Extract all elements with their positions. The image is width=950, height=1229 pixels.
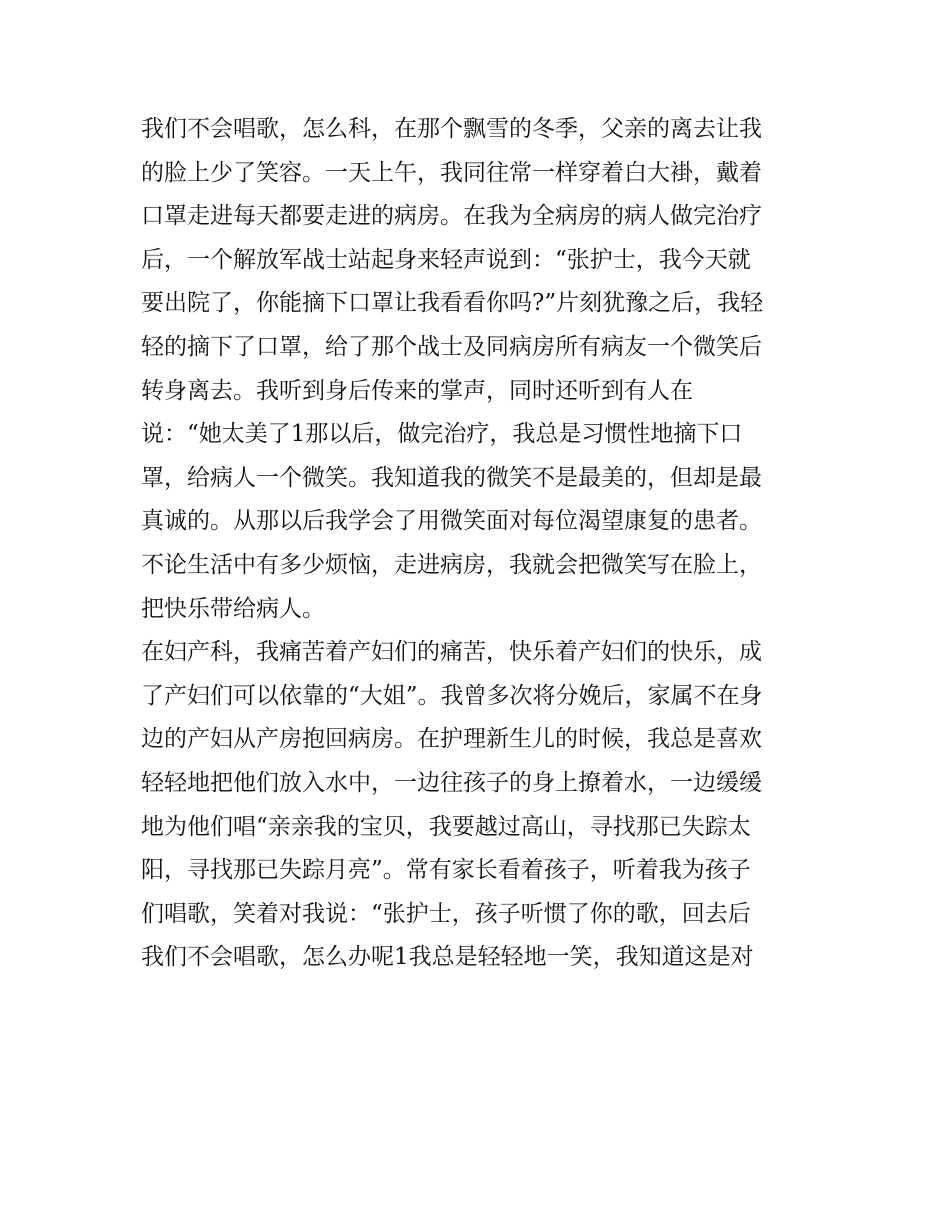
text-line: 我们不会唱歌，怎么科，在那个飘雪的冬季，父亲的离去让我 <box>141 116 762 142</box>
text-line: 们唱歌，笑着对我说：“张护士，孩子听惯了你的歌，回去后 <box>141 900 751 927</box>
text-line: 要出院了，你能摘下口罩让我看看你吗?”片刻犹豫之后，我轻 <box>141 290 764 317</box>
text-line: 口罩走进每天都要走进的病房。在我为全病房的病人做完治疗 <box>141 203 762 230</box>
text-line: 我们不会唱歌，怎么办呢1我总是轻轻地一笑，我知道这是对 <box>141 944 754 971</box>
text-line: 转身离去。我听到身后传来的掌声，同时还听到有人在 <box>141 377 693 404</box>
text-line: 后，一个解放军战士站起身来轻声说到：“张护士，我今天就 <box>141 246 751 273</box>
body-text <box>141 108 821 980</box>
text-line: 真诚的。从那以后我学会了用微笑面对每位渴望康复的患者。 <box>141 508 762 535</box>
text-line: 在妇产科，我痛苦着产妇们的痛苦，快乐着产妇们的快乐，成 <box>141 639 762 666</box>
text-line: 了产妇们可以依靠的“大姐”。我曾多次将分娩后，家属不在身 <box>141 682 763 709</box>
text-line: 的脸上少了笑容。一天上午，我同往常一样穿着白大褂，戴着 <box>141 159 762 186</box>
text-line: 地为他们唱“亲亲我的宝贝，我要越过高山，寻找那已失踪太 <box>141 813 751 840</box>
text-line: 轻轻地把他们放入水中，一边往孩子的身上撩着水，一边缓缓 <box>141 769 762 796</box>
text-line: 罩，给病人一个微笑。我知道我的微笑不是最美的，但却是最 <box>141 464 762 491</box>
text-line: 说：“她太美了1那以后，做完治疗，我总是习惯性地摘下口 <box>141 421 743 448</box>
text-line: 阳，寻找那已失踪月亮”。常有家长看着孩子，听着我为孩子 <box>141 857 751 884</box>
text-line: 把快乐带给病人。 <box>141 595 325 622</box>
text-line: 不论生活中有多少烦恼，走进病房，我就会把微笑写在脸上， <box>141 551 762 578</box>
text-line: 轻的摘下了口罩，给了那个战士及同病房所有病友一个微笑后 <box>141 333 762 360</box>
text-line: 边的产妇从产房抱回病房。在护理新生儿的时候，我总是喜欢 <box>141 726 762 753</box>
